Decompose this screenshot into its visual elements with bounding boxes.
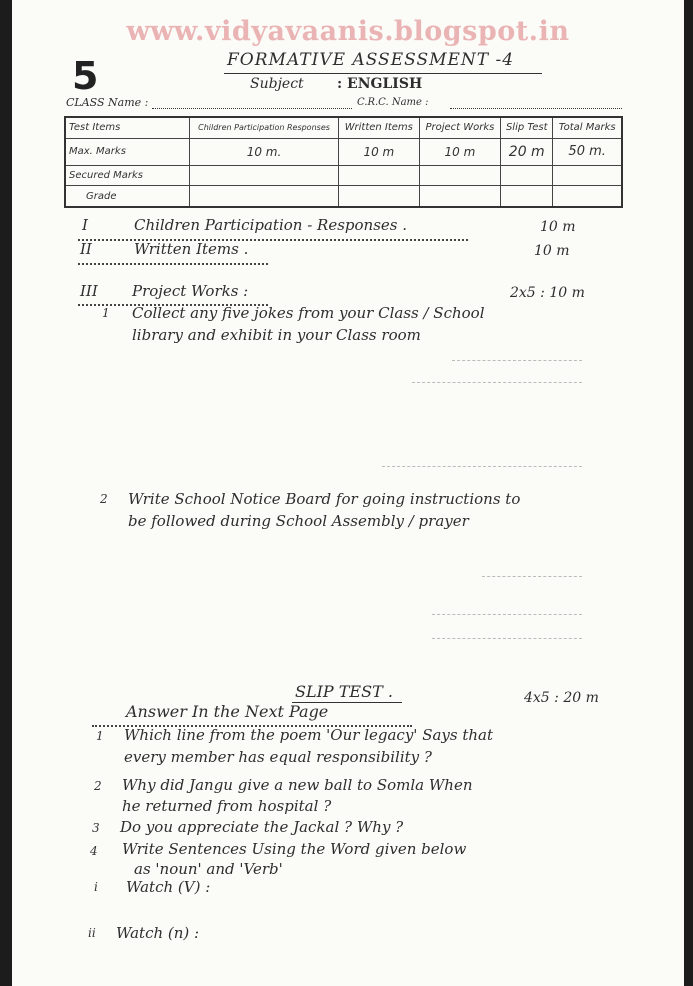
section-marks: 10 m	[540, 219, 576, 235]
table-cell	[419, 166, 501, 186]
table-header: Written Items	[339, 117, 420, 138]
row-label: Grade	[65, 186, 190, 207]
table-cell	[501, 186, 553, 207]
question-number: 4	[90, 844, 98, 858]
faint-line	[432, 638, 582, 639]
question-line: as 'noun' and 'Verb'	[134, 860, 283, 878]
item-number: 1	[102, 306, 110, 320]
project-item-line: be followed during School Assembly / prayer	[128, 512, 469, 530]
table-cell	[501, 166, 553, 186]
section-numeral: I	[82, 216, 88, 234]
section-title: Project Works :	[132, 282, 249, 300]
project-item-line: Collect any five jokes from your Class / School	[132, 304, 485, 322]
watermark: www.vidyavaanis.blogspot.in	[126, 16, 570, 47]
question-number: 3	[92, 821, 100, 835]
worksheet-page	[12, 0, 684, 986]
table-row	[65, 138, 622, 166]
section-title: Children Participation - Responses .	[134, 216, 408, 234]
item-number: 2	[100, 492, 108, 506]
subpart-number: i	[94, 880, 98, 894]
row-label: Max. Marks	[65, 138, 190, 166]
table-cell: 50 m.	[553, 138, 622, 166]
table-header: Test Items	[65, 117, 190, 138]
subject-value: : ENGLISH	[337, 76, 423, 92]
table-cell	[553, 166, 622, 186]
project-item-line: Write School Notice Board for going instructions to	[128, 490, 521, 508]
table-cell	[190, 186, 339, 207]
name-line	[152, 108, 352, 109]
section-marks: 10 m	[534, 243, 570, 259]
subpart-text: Watch (n) :	[116, 924, 200, 942]
slip-test-subtitle: Answer In the Next Page	[126, 702, 329, 721]
crc-name-label: C.R.C. Name :	[357, 97, 429, 108]
marks-table	[64, 116, 623, 208]
table-cell	[553, 186, 622, 207]
section-numeral: II	[80, 240, 92, 258]
assessment-title: FORMATIVE ASSESSMENT -4	[227, 50, 515, 70]
table-cell: 10 m.	[190, 138, 339, 166]
faint-line	[482, 576, 582, 577]
subpart-number: ii	[88, 926, 96, 940]
table-cell: 10 m	[339, 138, 420, 166]
class-number: 5	[72, 54, 99, 98]
question-line: Which line from the poem 'Our legacy' Says that	[124, 726, 494, 744]
subject-label: Subject	[250, 76, 304, 92]
table-header: Total Marks	[553, 117, 622, 138]
section-numeral: III	[80, 282, 98, 300]
table-header: Slip Test	[501, 117, 553, 138]
table-header: Children Participation Responses	[190, 117, 339, 138]
faint-line	[382, 466, 582, 467]
row-label: Secured Marks	[65, 166, 190, 186]
class-name-label: CLASS Name :	[66, 96, 149, 109]
faint-line	[412, 382, 582, 383]
question-line: Why did Jangu give a new ball to Somla When	[122, 776, 473, 794]
question-number: 1	[96, 729, 104, 743]
table-cell	[190, 166, 339, 186]
slip-test-title: SLIP TEST .	[295, 682, 393, 701]
table-cell	[339, 166, 420, 186]
faint-line	[452, 360, 582, 361]
slip-test-marks: 4x5 : 20 m	[524, 690, 599, 706]
project-item-line: library and exhibit in your Class room	[132, 326, 421, 344]
title-underline	[224, 73, 542, 74]
table-row	[65, 166, 622, 186]
table-row	[65, 186, 622, 207]
faint-line	[432, 614, 582, 615]
crc-line	[450, 108, 622, 109]
section-marks: 2x5 : 10 m	[510, 285, 585, 301]
table-header-row	[65, 117, 622, 138]
question-line: he returned from hospital ?	[122, 797, 332, 815]
question-line: Do you appreciate the Jackal ? Why ?	[120, 818, 404, 836]
table-cell	[419, 186, 501, 207]
table-cell: 20 m	[501, 138, 553, 166]
question-number: 2	[94, 779, 102, 793]
table-cell: 10 m	[419, 138, 501, 166]
section-underline	[78, 258, 268, 265]
subpart-text: Watch (V) :	[126, 878, 211, 896]
question-line: Write Sentences Using the Word given below	[122, 840, 467, 858]
table-cell	[339, 186, 420, 207]
section-title: Written Items .	[134, 240, 249, 258]
question-line: every member has equal responsibility ?	[124, 748, 432, 766]
table-header: Project Works	[419, 117, 501, 138]
